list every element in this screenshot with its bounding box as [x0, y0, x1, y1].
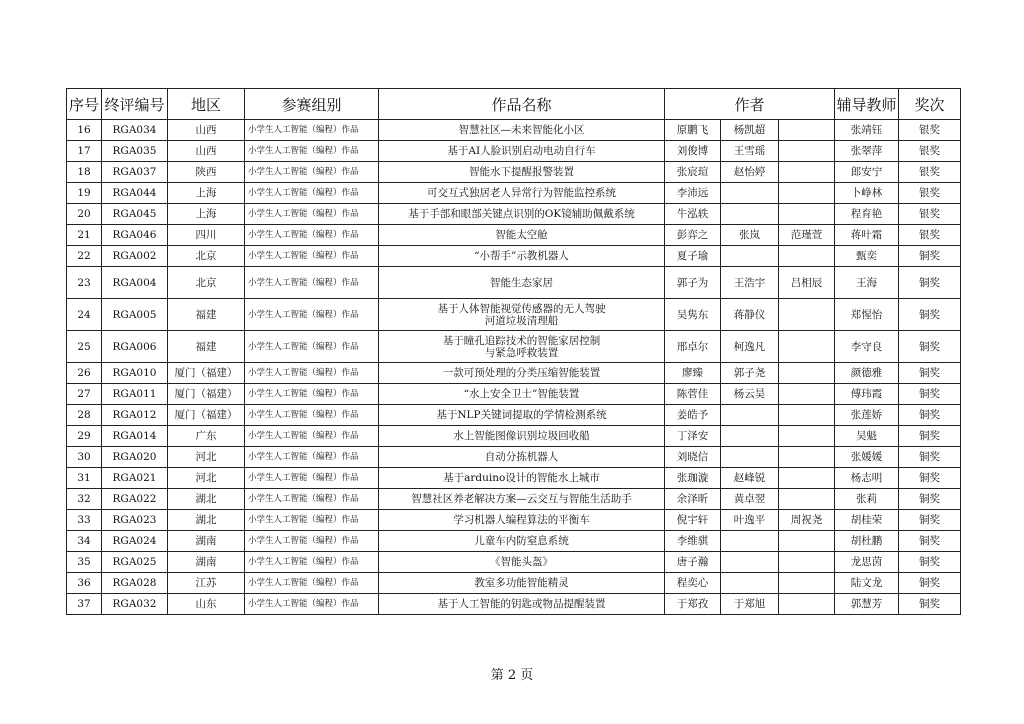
table-row	[67, 489, 961, 510]
table-row	[67, 405, 961, 426]
cell-title-line: 智慧社区养老解决方案—云交互与智能生活助手	[411, 493, 632, 505]
cell-title	[379, 120, 665, 141]
cell-award: 银奖	[899, 204, 961, 225]
col-header-mentor: 辅导教师	[835, 89, 899, 120]
cell-author-2	[721, 447, 779, 468]
cell-author-3	[779, 331, 835, 363]
cell-author-2	[721, 405, 779, 426]
cell-no: 25	[67, 331, 102, 363]
cell-group: 小学生人工智能（编程）作品	[245, 405, 379, 426]
cell-code: RGA034	[102, 120, 168, 141]
cell-title-line: 基于人工智能的钥匙或物品提醒装置	[437, 598, 606, 610]
cell-mentor: 卜峥林	[835, 183, 899, 204]
cell-author-3	[779, 468, 835, 489]
cell-author-2	[721, 573, 779, 594]
cell-mentor: 李守良	[835, 331, 899, 363]
cell-author-1: 丁泽安	[665, 426, 721, 447]
cell-title	[379, 204, 665, 225]
cell-region: 湖南	[168, 552, 245, 573]
cell-title-line: 与紧急呼救装置	[484, 346, 559, 359]
awards-table	[66, 88, 961, 615]
cell-region: 四川	[168, 225, 245, 246]
table-row	[67, 299, 961, 331]
col-header-author: 作者	[665, 89, 835, 120]
cell-author-2	[721, 426, 779, 447]
cell-group: 小学生人工智能（编程）作品	[245, 468, 379, 489]
cell-code: RGA044	[102, 183, 168, 204]
table-row	[67, 331, 961, 363]
cell-title	[379, 183, 665, 204]
cell-code: RGA022	[102, 489, 168, 510]
cell-author-1: 于郑孜	[665, 594, 721, 615]
cell-region: 河北	[168, 468, 245, 489]
cell-author-3	[779, 141, 835, 162]
cell-no: 27	[67, 384, 102, 405]
table-row	[67, 246, 961, 267]
cell-author-2	[721, 204, 779, 225]
cell-award: 铜奖	[899, 363, 961, 384]
cell-group: 小学生人工智能（编程）作品	[245, 120, 379, 141]
cell-title-line: “小帮手”示教机器人	[474, 250, 569, 262]
cell-title	[379, 225, 665, 246]
cell-title-line: 教室多功能智能精灵	[474, 577, 569, 589]
cell-mentor: 甄奕	[835, 246, 899, 267]
cell-region: 广东	[168, 426, 245, 447]
cell-award: 银奖	[899, 120, 961, 141]
cell-region: 北京	[168, 267, 245, 299]
cell-no: 21	[67, 225, 102, 246]
cell-code: RGA002	[102, 246, 168, 267]
cell-author-3	[779, 204, 835, 225]
cell-award: 铜奖	[899, 267, 961, 299]
cell-title-line: 水上智能图像识别垃圾回收船	[453, 430, 590, 442]
cell-mentor: 张靖钰	[835, 120, 899, 141]
cell-group: 小学生人工智能（编程）作品	[245, 447, 379, 468]
cell-author-2: 柯逸凡	[721, 331, 779, 363]
cell-author-3	[779, 299, 835, 331]
page-number: 第 2 页	[490, 668, 534, 683]
cell-award: 铜奖	[899, 468, 961, 489]
cell-group: 小学生人工智能（编程）作品	[245, 363, 379, 384]
cell-region: 河北	[168, 447, 245, 468]
cell-author-1: 姜皓予	[665, 405, 721, 426]
cell-award: 铜奖	[899, 299, 961, 331]
cell-award: 银奖	[899, 141, 961, 162]
cell-group: 小学生人工智能（编程）作品	[245, 489, 379, 510]
table-row	[67, 384, 961, 405]
cell-code: RGA024	[102, 531, 168, 552]
cell-author-3	[779, 363, 835, 384]
cell-no: 34	[67, 531, 102, 552]
cell-author-1: 吴隽东	[665, 299, 721, 331]
cell-author-1: 程奕心	[665, 573, 721, 594]
table-row	[67, 573, 961, 594]
cell-author-3	[779, 489, 835, 510]
cell-group: 小学生人工智能（编程）作品	[245, 141, 379, 162]
col-header-award: 奖次	[899, 89, 961, 120]
cell-no: 24	[67, 299, 102, 331]
cell-author-1: 倪宇轩	[665, 510, 721, 531]
cell-code: RGA010	[102, 363, 168, 384]
cell-region: 厦门（福建）	[168, 363, 245, 384]
cell-group: 小学生人工智能（编程）作品	[245, 183, 379, 204]
cell-award: 铜奖	[899, 447, 961, 468]
cell-mentor: 郑惺怡	[835, 299, 899, 331]
cell-title	[379, 363, 665, 384]
cell-award: 银奖	[899, 162, 961, 183]
table-row	[67, 447, 961, 468]
col-header-code: 终评编号	[102, 89, 168, 120]
cell-code: RGA012	[102, 405, 168, 426]
cell-title	[379, 267, 665, 299]
cell-author-1: 郭子为	[665, 267, 721, 299]
cell-author-1: 邢卓尔	[665, 331, 721, 363]
cell-author-3	[779, 447, 835, 468]
cell-title	[379, 384, 665, 405]
cell-title-line: 学习机器人编程算法的平衡车	[453, 514, 590, 526]
cell-code: RGA014	[102, 426, 168, 447]
cell-no: 37	[67, 594, 102, 615]
cell-award: 铜奖	[899, 405, 961, 426]
cell-title-line: “水上安全卫士”智能装置	[463, 388, 580, 400]
cell-author-2: 黄卓翌	[721, 489, 779, 510]
cell-title-line: 儿童车内防窒息系统	[474, 535, 569, 547]
cell-region: 湖南	[168, 531, 245, 552]
cell-title	[379, 331, 665, 363]
cell-title-line: 一款可预处理的分类压缩智能装置	[442, 367, 601, 379]
cell-author-1: 原鹏飞	[665, 120, 721, 141]
cell-author-1: 刘晓信	[665, 447, 721, 468]
cell-group: 小学生人工智能（编程）作品	[245, 225, 379, 246]
header-row	[67, 89, 961, 120]
cell-title-line: 《智能头盔》	[490, 556, 553, 568]
cell-group: 小学生人工智能（编程）作品	[245, 331, 379, 363]
table-row	[67, 141, 961, 162]
table-row	[67, 225, 961, 246]
cell-mentor: 胡杜鹏	[835, 531, 899, 552]
cell-no: 26	[67, 363, 102, 384]
table-row	[67, 594, 961, 615]
cell-code: RGA046	[102, 225, 168, 246]
cell-mentor: 傅玮霞	[835, 384, 899, 405]
cell-group: 小学生人工智能（编程）作品	[245, 162, 379, 183]
cell-no: 28	[67, 405, 102, 426]
cell-region: 福建	[168, 331, 245, 363]
cell-title	[379, 299, 665, 331]
cell-mentor: 杨志明	[835, 468, 899, 489]
cell-author-1: 张宸瑄	[665, 162, 721, 183]
cell-code: RGA021	[102, 468, 168, 489]
cell-region: 上海	[168, 183, 245, 204]
cell-author-1: 夏子瑜	[665, 246, 721, 267]
cell-title-line: 基于NLP关键词提取的学情检测系统	[436, 409, 607, 421]
table-row	[67, 183, 961, 204]
cell-group: 小学生人工智能（编程）作品	[245, 384, 379, 405]
cell-award: 铜奖	[899, 510, 961, 531]
cell-code: RGA032	[102, 594, 168, 615]
cell-mentor: 程育艳	[835, 204, 899, 225]
cell-award: 铜奖	[899, 531, 961, 552]
cell-title	[379, 162, 665, 183]
cell-mentor: 张莉	[835, 489, 899, 510]
col-header-group: 参赛组别	[245, 89, 379, 120]
cell-title-line: 基于人体智能视觉传感器的无人驾驶	[437, 302, 606, 315]
cell-group: 小学生人工智能（编程）作品	[245, 267, 379, 299]
cell-author-3	[779, 573, 835, 594]
cell-author-3	[779, 552, 835, 573]
cell-author-1: 刘俊博	[665, 141, 721, 162]
cell-group: 小学生人工智能（编程）作品	[245, 552, 379, 573]
cell-group: 小学生人工智能（编程）作品	[245, 531, 379, 552]
cell-mentor: 龙思茵	[835, 552, 899, 573]
cell-mentor: 郎安宁	[835, 162, 899, 183]
cell-group: 小学生人工智能（编程）作品	[245, 204, 379, 225]
cell-title	[379, 531, 665, 552]
cell-author-2: 张岚	[721, 225, 779, 246]
cell-author-2: 赵怡婷	[721, 162, 779, 183]
col-header-region: 地区	[168, 89, 245, 120]
cell-award: 铜奖	[899, 246, 961, 267]
cell-title-line: 河道垃圾清理船	[484, 314, 559, 327]
cell-title	[379, 426, 665, 447]
cell-group: 小学生人工智能（编程）作品	[245, 426, 379, 447]
cell-award: 铜奖	[899, 573, 961, 594]
cell-no: 16	[67, 120, 102, 141]
cell-code: RGA006	[102, 331, 168, 363]
cell-title	[379, 552, 665, 573]
cell-code: RGA020	[102, 447, 168, 468]
cell-no: 20	[67, 204, 102, 225]
cell-group: 小学生人工智能（编程）作品	[245, 594, 379, 615]
cell-no: 19	[67, 183, 102, 204]
cell-region: 江苏	[168, 573, 245, 594]
cell-region: 山西	[168, 141, 245, 162]
cell-mentor: 张翠萍	[835, 141, 899, 162]
cell-title-line: 智能太空舱	[495, 229, 548, 241]
cell-award: 银奖	[899, 183, 961, 204]
cell-author-2: 王浩宇	[721, 267, 779, 299]
cell-author-3	[779, 405, 835, 426]
cell-author-1: 彭弈之	[665, 225, 721, 246]
cell-title	[379, 573, 665, 594]
cell-author-3	[779, 120, 835, 141]
cell-mentor: 郭慧芳	[835, 594, 899, 615]
cell-title	[379, 510, 665, 531]
cell-group: 小学生人工智能（编程）作品	[245, 299, 379, 331]
cell-code: RGA045	[102, 204, 168, 225]
cell-title-line: 智慧社区—未来智能化小区	[458, 124, 585, 136]
cell-mentor: 蒋叶霜	[835, 225, 899, 246]
cell-no: 35	[67, 552, 102, 573]
col-header-title: 作品名称	[379, 89, 665, 120]
cell-award: 铜奖	[899, 594, 961, 615]
cell-title-line: 可交互式独居老人异常行为智能监控系统	[427, 187, 616, 199]
cell-award: 铜奖	[899, 489, 961, 510]
table-row	[67, 426, 961, 447]
cell-author-3: 周祝尧	[779, 510, 835, 531]
cell-no: 36	[67, 573, 102, 594]
cell-author-3: 吕相辰	[779, 267, 835, 299]
cell-title	[379, 447, 665, 468]
cell-author-1: 唐子瀚	[665, 552, 721, 573]
cell-no: 30	[67, 447, 102, 468]
cell-title	[379, 468, 665, 489]
cell-title	[379, 594, 665, 615]
cell-region: 湖北	[168, 489, 245, 510]
cell-title-line: 自动分拣机器人	[484, 451, 559, 463]
cell-author-3	[779, 183, 835, 204]
cell-title-line: 智能生态家居	[490, 276, 553, 289]
cell-code: RGA004	[102, 267, 168, 299]
cell-award: 银奖	[899, 225, 961, 246]
cell-region: 上海	[168, 204, 245, 225]
cell-author-2: 郭子尧	[721, 363, 779, 384]
cell-region: 福建	[168, 299, 245, 331]
cell-author-1: 陈菅佳	[665, 384, 721, 405]
cell-no: 29	[67, 426, 102, 447]
cell-mentor: 张媛媛	[835, 447, 899, 468]
cell-mentor: 胡桂荣	[835, 510, 899, 531]
cell-author-3: 范瑾萱	[779, 225, 835, 246]
cell-code: RGA037	[102, 162, 168, 183]
cell-author-1: 李维骐	[665, 531, 721, 552]
cell-title-line: 智能水下提醒报警装置	[469, 166, 574, 178]
cell-no: 32	[67, 489, 102, 510]
cell-author-3	[779, 162, 835, 183]
cell-author-3	[779, 246, 835, 267]
cell-mentor: 陆文龙	[835, 573, 899, 594]
cell-title	[379, 405, 665, 426]
table-row	[67, 267, 961, 299]
table-row	[67, 162, 961, 183]
cell-author-2: 蒋静仪	[721, 299, 779, 331]
cell-no: 33	[67, 510, 102, 531]
cell-title	[379, 141, 665, 162]
cell-author-3	[779, 384, 835, 405]
cell-region: 陕西	[168, 162, 245, 183]
cell-group: 小学生人工智能（编程）作品	[245, 246, 379, 267]
cell-no: 23	[67, 267, 102, 299]
cell-title-line: 基于瞳孔追踪技术的智能家居控制	[442, 334, 601, 347]
cell-title-line: 基于AI人脸识别启动电动自行车	[447, 145, 596, 157]
cell-author-2: 赵峰锐	[721, 468, 779, 489]
cell-code: RGA035	[102, 141, 168, 162]
cell-region: 山西	[168, 120, 245, 141]
cell-author-3	[779, 594, 835, 615]
table-row	[67, 204, 961, 225]
cell-group: 小学生人工智能（编程）作品	[245, 573, 379, 594]
cell-no: 18	[67, 162, 102, 183]
cell-no: 22	[67, 246, 102, 267]
cell-author-2	[721, 552, 779, 573]
cell-region: 山东	[168, 594, 245, 615]
table-row	[67, 510, 961, 531]
cell-code: RGA023	[102, 510, 168, 531]
cell-author-2: 于郑旭	[721, 594, 779, 615]
cell-author-1: 余泽昕	[665, 489, 721, 510]
cell-code: RGA011	[102, 384, 168, 405]
cell-author-2: 杨凯超	[721, 120, 779, 141]
table-row	[67, 531, 961, 552]
cell-author-2	[721, 531, 779, 552]
cell-code: RGA005	[102, 299, 168, 331]
cell-mentor: 颜德雅	[835, 363, 899, 384]
table-body	[67, 120, 961, 615]
cell-region: 厦门（福建）	[168, 405, 245, 426]
cell-no: 31	[67, 468, 102, 489]
table-row	[67, 468, 961, 489]
cell-group: 小学生人工智能（编程）作品	[245, 510, 379, 531]
cell-no: 17	[67, 141, 102, 162]
cell-author-1: 张珈漩	[665, 468, 721, 489]
table-row	[67, 363, 961, 384]
cell-author-3	[779, 531, 835, 552]
col-header-no: 序号	[67, 89, 102, 120]
cell-title-line: 基于手部和眼部关键点识别的OK镜辅助佩戴系统	[408, 208, 635, 220]
cell-region: 湖北	[168, 510, 245, 531]
cell-author-1: 李沛远	[665, 183, 721, 204]
cell-author-2: 王雪瑶	[721, 141, 779, 162]
cell-mentor: 吴魁	[835, 426, 899, 447]
cell-region: 厦门（福建）	[168, 384, 245, 405]
cell-author-2: 杨云昊	[721, 384, 779, 405]
cell-mentor: 张莲娇	[835, 405, 899, 426]
cell-code: RGA025	[102, 552, 168, 573]
cell-mentor: 王海	[835, 267, 899, 299]
cell-author-2: 叶逸平	[721, 510, 779, 531]
cell-title-line: 基于arduino设计的智能水上城市	[443, 472, 600, 484]
cell-author-3	[779, 426, 835, 447]
cell-award: 铜奖	[899, 331, 961, 363]
cell-region: 北京	[168, 246, 245, 267]
cell-author-2	[721, 183, 779, 204]
cell-award: 铜奖	[899, 384, 961, 405]
cell-author-1: 廖臻	[665, 363, 721, 384]
cell-code: RGA028	[102, 573, 168, 594]
table-row	[67, 120, 961, 141]
cell-title	[379, 489, 665, 510]
cell-title	[379, 246, 665, 267]
cell-author-2	[721, 246, 779, 267]
cell-author-1: 牛泓轶	[665, 204, 721, 225]
cell-award: 铜奖	[899, 552, 961, 573]
table-row	[67, 552, 961, 573]
cell-award: 铜奖	[899, 426, 961, 447]
